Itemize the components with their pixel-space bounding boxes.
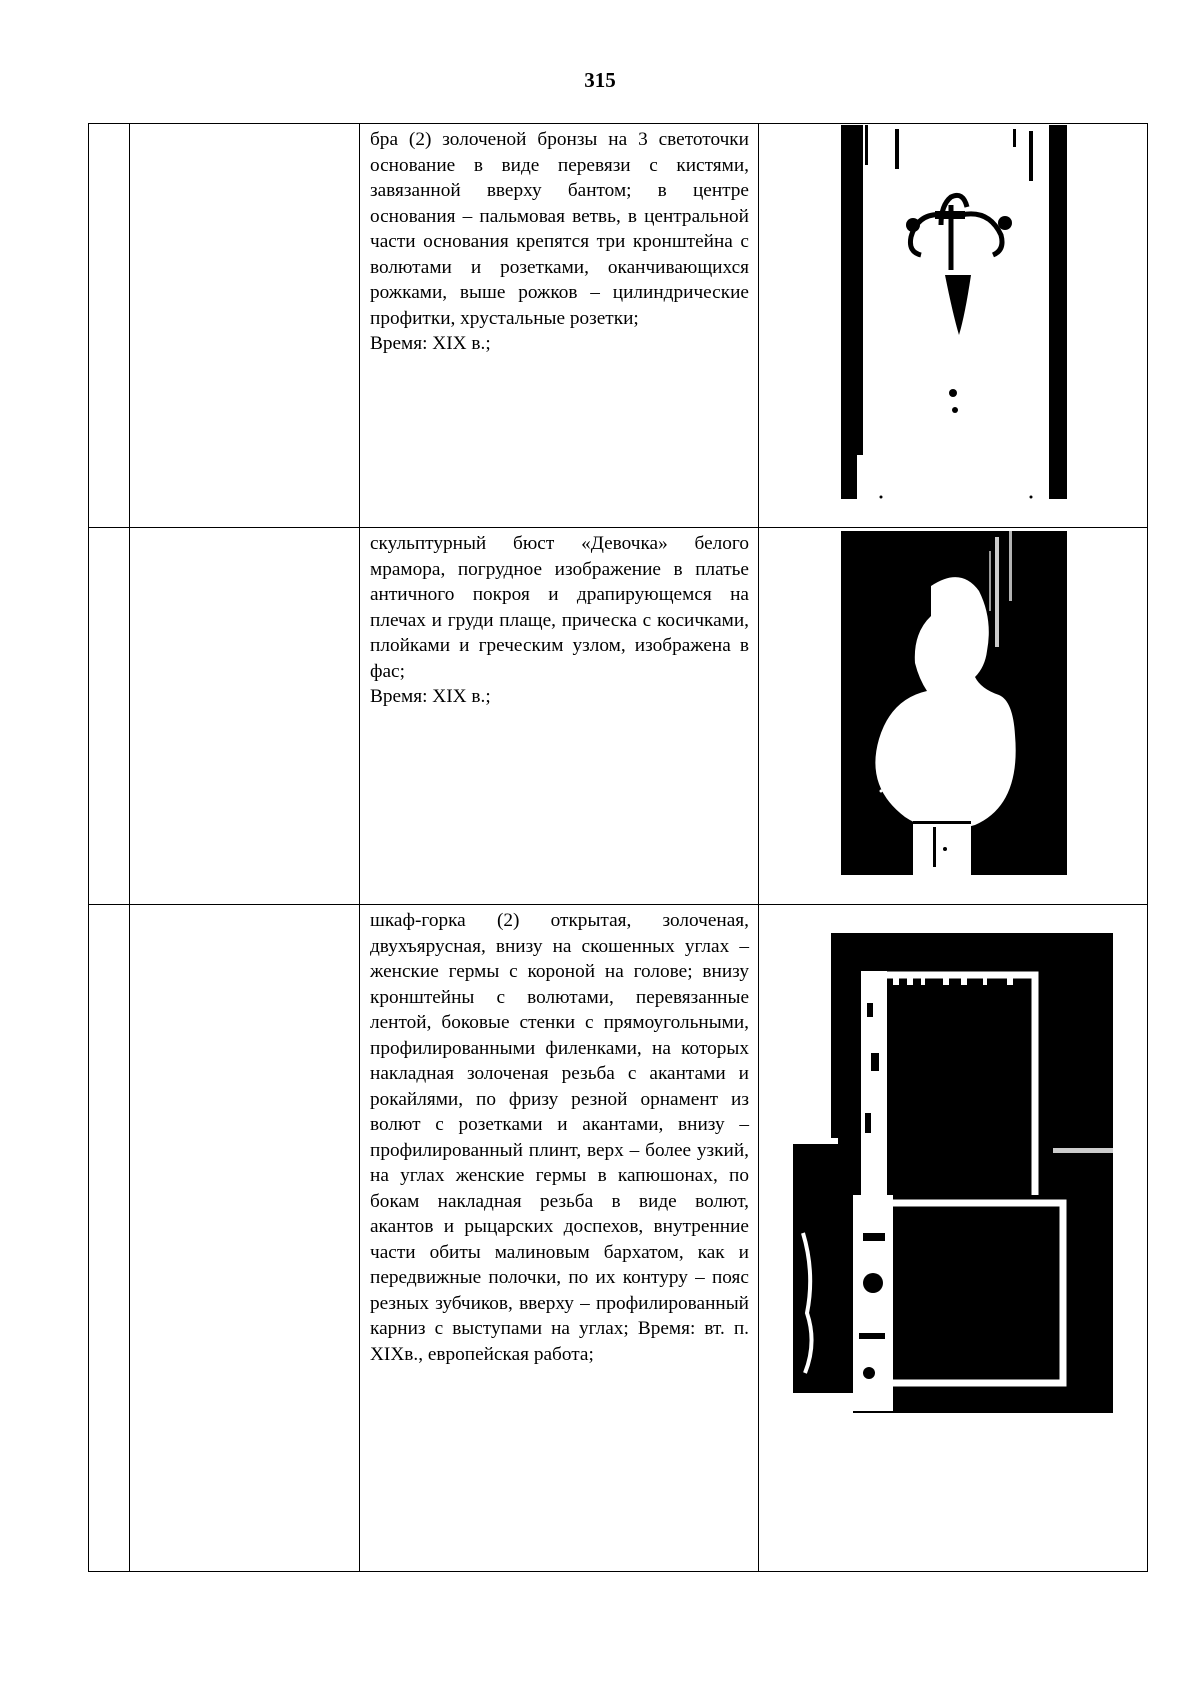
item-description: шкаф-горка (2) открытая, золоченая, двухъярусная, внизу на скошенных углах – женские гермы с короной на голове; внизу кронштейны с волютами, перевязанные лентой, боковые стенки с прямоугольными, профилированными филенками, на которых накладная золоченая резьба с акантами и рокайлями, по фризу резной орнамент из волют с розетками и акантами, внизу – профилированный плинт, верх – более узкий, на углах женские гермы в капюшонах, по бокам накладная резьба в виде волют, акантов и рыцарских доспехов, внутренние части обиты малиновым бархатом, как и передвижные полочки, по их контуру – пояс резных зубчиков, вверху – профилированный карниз с выступами на углах; Время: вт. п. XIXв., европейская работа; — [370, 910, 749, 1365]
row-name-cell — [130, 528, 360, 905]
table-row — [89, 905, 1148, 1572]
item-time: Время: XIX в.; — [370, 686, 491, 707]
bust-photo — [841, 531, 1067, 875]
page-number: 315 — [584, 68, 616, 92]
row-number-cell — [89, 124, 130, 528]
row-description-cell — [360, 528, 759, 905]
item-time: Время: XIX в.; — [370, 333, 491, 354]
row-name-cell — [130, 905, 360, 1572]
row-name-cell — [130, 124, 360, 528]
row-number-cell — [89, 528, 130, 905]
item-description: скульптурный бюст «Девочка» белого мрамора, погрудное изображение в платье античного покроя и драпирующемся на плечах и груди плаще, прическа с косичками, плойками и греческим узлом, изображена в фас; — [370, 533, 749, 682]
cabinet-photo — [793, 933, 1113, 1413]
sconce-photo — [841, 125, 1067, 499]
row-photo-cell — [759, 124, 1148, 528]
table-row — [89, 124, 1148, 528]
row-description-cell — [360, 905, 759, 1572]
row-description-cell — [360, 124, 759, 528]
row-number-cell — [89, 905, 130, 1572]
inventory-table — [88, 123, 1148, 1572]
table-row — [89, 528, 1148, 905]
row-photo-cell — [759, 905, 1148, 1572]
item-description: бра (2) золоченой бронзы на 3 светоточки основание в виде перевязи с кистями, завязанной вверху бантом; в центре основания – пальмовая ветвь, в центральной части основания крепятся три кронштейна с волютами и розетками, оканчивающихся рожками, выше рожков – цилиндрические профитки, хрустальные розетки; — [370, 129, 749, 329]
row-photo-cell — [759, 528, 1148, 905]
